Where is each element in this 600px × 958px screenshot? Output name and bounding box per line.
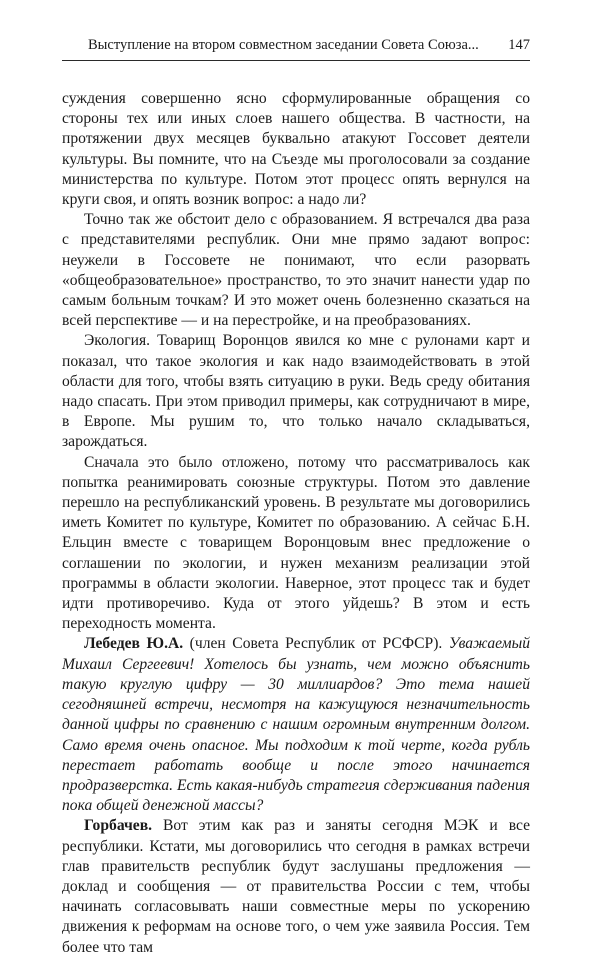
reply-text: Вот этим как раз и заняты сегодня МЭК и все республики. Кстати, мы договорились что сегодня в рамках встречи глав правительств республик будут заслушаны предложения — доклад и сообщения — от правительства России с тем, чтобы начинать согласовывать наши совместные меры по ускорению движения к реформам на основе того, о чем уже заявила Россия. Тем более что там xyxy=(62,817,530,956)
running-header xyxy=(62,30,530,61)
book-page xyxy=(62,30,530,958)
page-number: 147 xyxy=(508,37,530,53)
running-title: Выступление на втором совместном заседании Совета Союза... xyxy=(88,37,479,53)
paragraph-education: Точно так же обстоит дело с образованием. Я встречался два раза с представителями республик. Они мне прямо задают вопрос: неужели в Госсовете не понимают, что если разорвать «общеобразовательное» пространство, то это значит нанести удар по самым больным точкам? И это может очень болезненно сказаться на всей перспективе — и на перестройке, и на преобразованиях. xyxy=(62,211,530,330)
speaker-gorbachev: Горбачев. xyxy=(84,817,153,835)
paragraph-gorbachev-reply xyxy=(62,816,530,957)
question-text: Уважаемый Михаил Сергеевич! Хотелось бы узнать, чем можно объяснить такую круглую цифру — 30 миллиардов? Это тема нашей сегодняшней встречи, несмотря на кажущуюся незначительность данной цифры по сравнению с нашим огромным внутренним долгом. Само время очень опасное. Мы подходим к той черте, когда рубль перестает работать вообще и после этого начинается продразверстка. Есть какая-нибудь стратегия сдерживания падения пока общей денежной массы? xyxy=(62,635,530,815)
paragraph-lebedev-question xyxy=(62,634,530,816)
body-text xyxy=(62,89,530,958)
paragraph-continued: суждения совершенно ясно сформулированные обращения со стороны тех или иных слоев нашего общества. В частности, на протяжении двух месяцев буквально атакуют Госсовет деятели культуры. Вы помните, что на Съезде мы проголосовали за создание министерства по культуре. Потом этот процесс опять вернулся на круги своя, и опять возник вопрос: а надо ли? xyxy=(62,90,530,209)
paragraph-ecology: Экология. Товарищ Воронцов явился ко мне с рулонами карт и показал, что такое экология и как надо взаимодействовать в этой области для того, чтобы взять ситуацию в руки. Ведь среду обитания надо спасать. При этом приводил примеры, как сотрудничают в мире, в Европе. Мы рушим то, что только начало складываться, зарождаться. xyxy=(62,332,530,451)
speaker-lebedev: Лебедев Ю.А. xyxy=(84,635,184,653)
speaker-affiliation: (член Совета Республик от РСФСР). xyxy=(183,635,449,653)
paragraph-transition: Сначала это было отложено, потому что рассматривалось как попытка реанимировать союзные структуры. Потом это давление перешло на республиканский уровень. В результате мы договорились иметь Комитет по культуре, Комитет по образованию. А сейчас Б.Н. Ельцин вместе с товарищем Воронцовым внес предложение о соглашении по экологии, и нужен механизм реализации этой программы в области экологии. Наверное, этот процесс так и будет идти противоречиво. Куда от этого уйдешь? В этом и есть переходность момента. xyxy=(62,453,530,633)
